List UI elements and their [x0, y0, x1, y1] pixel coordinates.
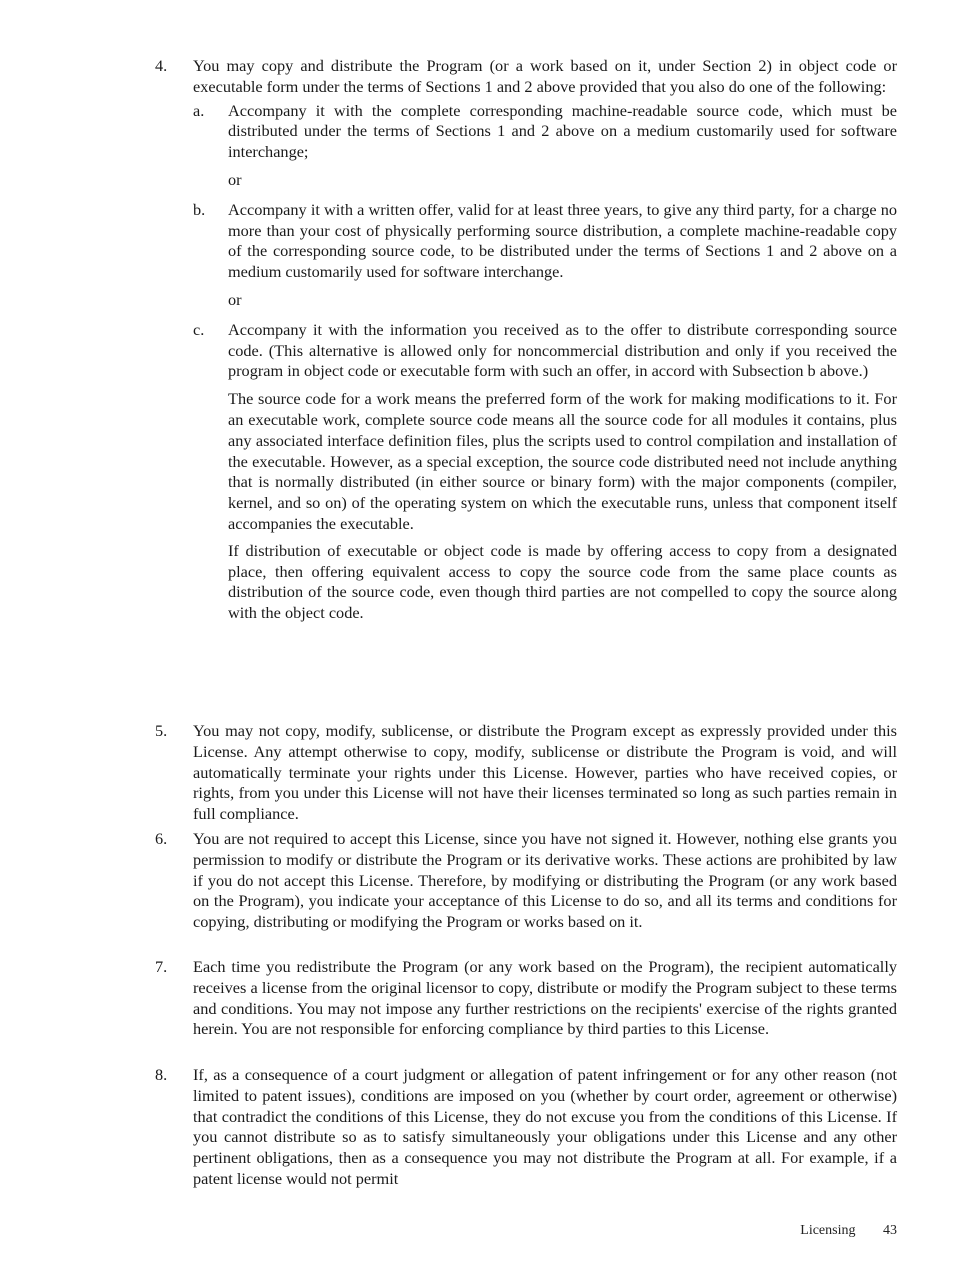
license-item-6	[155, 829, 897, 933]
subitem-text: Accompany it with the complete corresponding machine-readable source code, which must be distributed under the terms of Sections 1 and 2 above on a medium customarily used for software interchange;	[228, 100, 897, 162]
item-text: If, as a consequence of a court judgment or allegation of patent infringement or for any other reason (not limited to patent issues), conditions are imposed on you (whether by court order, agreement or otherwise) that contradict the conditions of this License, they do not excuse you from the conditions of this License. If you cannot distribute so as to satisfy simultaneously your obligations under this License and any other pertinent obligations, then as a consequence you may not distribute the Program at all. For example, if a patent license would not permit	[193, 1065, 897, 1188]
subitem-letter: c.	[193, 319, 205, 339]
item-text: You may not copy, modify, sublicense, or distribute the Program except as expressly provided under this License. Any attempt otherwise to copy, modify, sublicense or distribute the Program is void, and will automatically terminate your rights under this License. However, parties who have received copies, or rights, from you under this License will not have their licenses terminated so long as such parties remain in full compliance.	[193, 721, 897, 824]
distribution-access-paragraph: If distribution of executable or object code is made by offering access to copy from a designated place, then offering equivalent access to copy the source code from the same place counts as distribution of the source code, even though third parties are not compelled to copy the source along with the object code.	[228, 540, 897, 623]
item-number: 8.	[155, 1065, 168, 1084]
item-number: 6.	[155, 829, 168, 848]
subitem-text: Accompany it with the information you received as to the offer to distribute corresponding source code. (This alternative is allowed only for noncommercial distribution and only if you received the program in object code or executable form with such an offer, in accord with Subsection b above.)	[228, 319, 897, 381]
item-number: 7.	[155, 957, 168, 976]
item-text: Each time you redistribute the Program (or any work based on the Program), the recipient automatically receives a license from the original licensor to copy, distribute or modify the Program subject to these terms and conditions. You may not impose any further restrictions on the recipients' exercise of the rights granted herein. You are not responsible for enforcing compliance by third parties to this License.	[193, 957, 897, 1039]
source-code-definition: The source code for a work means the preferred form of the work for making modifications to it. For an executable work, complete source code means all the source code for all modules it contains, plus any associated interface definition files, plus the scripts used to control compilation and installation of the executable. However, as a special exception, the source code distributed need not include anything that is normally distributed (in either source or binary form) with the major components (compiler, kernel, and so on) of the operating system on which the executable runs, unless that component itself accompanies the executable.	[228, 389, 897, 533]
subitem-b	[193, 200, 897, 311]
item-number: 4.	[155, 56, 168, 75]
subitem-text: Accompany it with a written offer, valid for at least three years, to give any third party, for a charge no more than your cost of physically performing source distribution, a complete machine-readable copy of the corresponding source code, to be distributed under the terms of Sections 1 and 2 above on a medium customarily used for software interchange.	[228, 199, 897, 282]
license-item-4	[155, 56, 897, 624]
item-number: 5.	[155, 721, 168, 740]
page-number: 43	[883, 1223, 897, 1238]
subitem-letter: a.	[193, 100, 205, 120]
page-footer	[800, 1222, 897, 1240]
or-separator: or	[228, 289, 242, 309]
subitem-letter: b.	[193, 199, 206, 219]
item-text: You are not required to accept this License, since you have not signed it. However, nothing else grants you permission to modify or distribute the Program or its derivative works. These actions are prohibited by law if you do not accept this License. Therefore, by modifying or distributing the Program (or any work based on the Program), you indicate your acceptance of this License to do so, and all its terms and conditions for copying, distributing or modifying the Program or works based on it.	[193, 829, 897, 932]
subitem-c	[193, 320, 897, 624]
or-separator: or	[228, 169, 242, 189]
item-text: You may copy and distribute the Program (or a work based on it, under Section 2) in object code or executable form under the terms of Sections 1 and 2 above provided that you also do one of the following:	[193, 56, 897, 96]
license-item-8	[155, 1065, 897, 1190]
footer-section-title: Licensing	[800, 1223, 856, 1238]
subitem-a	[193, 101, 897, 191]
license-item-7	[155, 957, 897, 1040]
license-item-5	[155, 721, 897, 825]
